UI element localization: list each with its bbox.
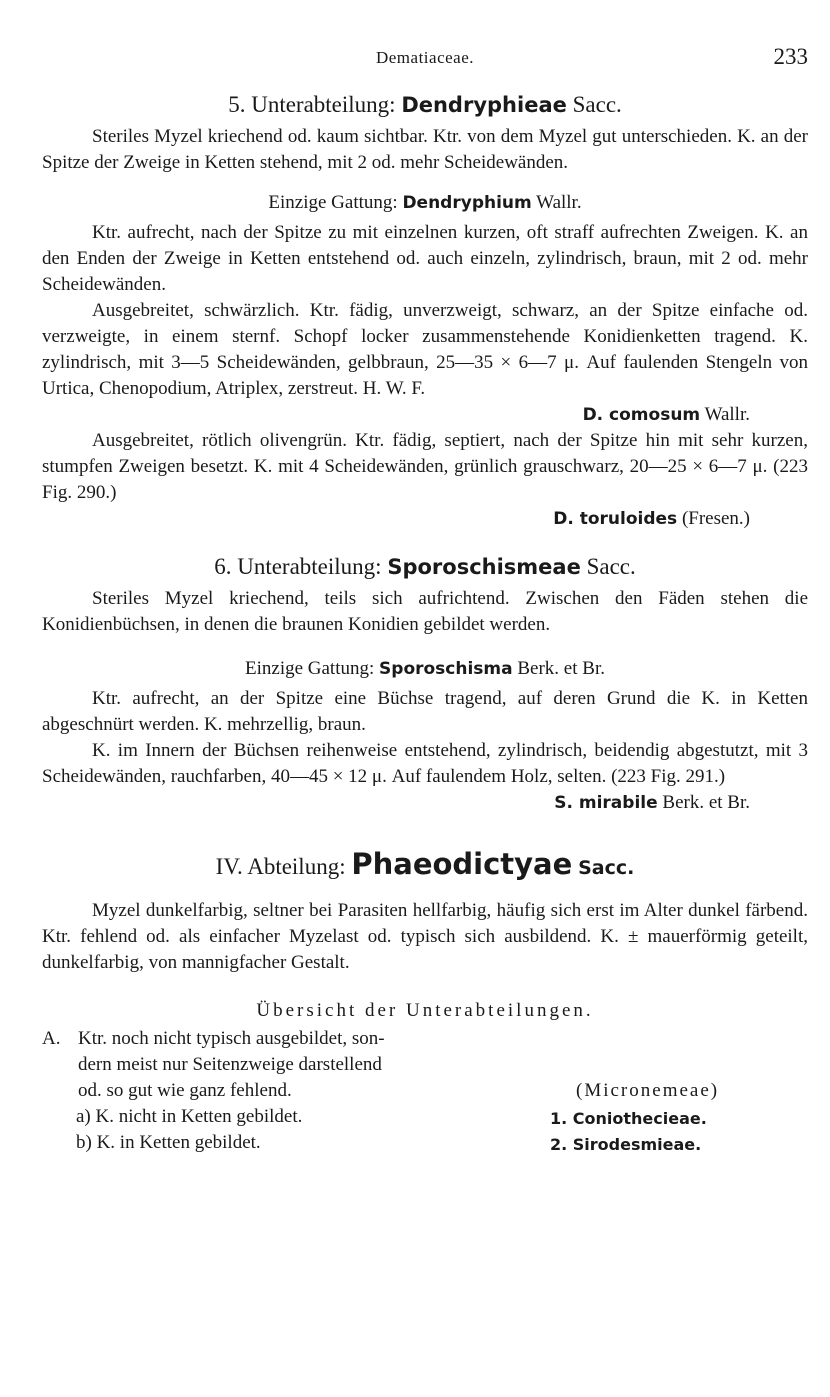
section-6-prefix: 6. Unterabteilung: xyxy=(214,554,382,579)
species-name-line xyxy=(42,402,808,428)
key-row xyxy=(42,1078,808,1104)
key-item-result: 1. Coniothecieae. xyxy=(550,1109,707,1128)
species-description: Ausgebreitet, rötlich olivengrün. Ktr. fädig, septiert, nach der Spitze hin mit sehr kurzen, stumpfen Zweigen besetzt. K. mit 4 Scheidewänden, grünlich grauschwarz, 20—25 × 6—7 μ. (223 Fig. 290.) xyxy=(42,430,808,503)
species-name-line xyxy=(42,790,808,816)
section-5-author: Sacc. xyxy=(572,92,622,117)
section-6-description: Steriles Myzel kriechend, teils sich aufrichtend. Zwischen den Fäden stehen die Konidienbüchsen, in denen die braunen Konidien gebildet werden. xyxy=(42,588,808,635)
key-a-line: dern meist nur Seitenzweige darstellend xyxy=(78,1054,382,1075)
section-6-name: Sporoschismeae xyxy=(387,555,581,579)
section-6-author: Sacc. xyxy=(586,554,636,579)
section-5-heading xyxy=(42,90,808,120)
section-6-heading xyxy=(42,552,808,582)
genus-name: Sporoschisma xyxy=(379,659,513,679)
species-author: Berk. et Br. xyxy=(662,792,750,813)
section-5-name: Dendryphieae xyxy=(401,93,567,117)
species-name-line xyxy=(42,506,808,532)
division-4-description: Myzel dunkelfarbig, seltner bei Parasiten hellfarbig, häufig sich erst im Alter dunkel färbend. Ktr. fehlend od. als einfacher Myzelast od. typisch sich ausbildend. K. ± mauerförmig geteilt, dunkelfarbig, von mannigfacher Gestalt. xyxy=(42,900,808,973)
species-description: K. im Innern der Büchsen reihenweise entstehend, zylindrisch, beidendig abgestutzt, mit 3 Scheidewänden, rauchfarben, 40—45 × 12 μ. Auf faulendem Holz, selten. (223 Fig. 291.) xyxy=(42,740,808,787)
genus-dendryphium-heading xyxy=(42,190,808,216)
key-row xyxy=(42,1052,808,1078)
genus-author: Berk. et Br. xyxy=(517,658,605,679)
identification-key xyxy=(42,1026,808,1156)
key-item-result: 2. Sirodesmieae. xyxy=(550,1135,702,1154)
key-a-label: A. xyxy=(42,1028,61,1049)
section-5-description: Steriles Myzel kriechend od. kaum sichtbar. Ktr. von dem Myzel gut unterschieden. K. an der Spitze der Zweige in Ketten stehend, mit 2 od. mehr Scheidewänden. xyxy=(42,126,808,173)
overview-title: Übersicht der Unterabteilungen. xyxy=(256,1000,594,1021)
species-name: D. toruloides xyxy=(553,509,678,529)
running-title: Dematiaceae. xyxy=(375,48,474,67)
division-author: Sacc. xyxy=(578,857,635,879)
division-name: Phaeodictyae xyxy=(351,847,573,881)
species-description: Ausgebreitet, schwärzlich. Ktr. fädig, unverzweigt, schwarz, an der Spitze einfache od. verzweigte, in einem sternf. Schopf locker zusammenstehende Konidienketten tragend. K. zylindrisch, mit 3—5 Scheidewänden, gelbbraun, 25—35 × 6—7 μ. Auf faulenden Stengeln von Urtica, Chenopodium, Atriplex, zerstreut. H. W. F. xyxy=(42,300,808,399)
division-prefix: IV. Abteilung: xyxy=(215,854,346,879)
key-item-label: b) K. in Ketten gebildet. xyxy=(76,1132,261,1153)
species-author: (Fresen.) xyxy=(681,508,750,529)
species-name: D. comosum xyxy=(582,405,701,425)
key-row xyxy=(42,1104,808,1130)
key-a-group: (Micronemeae) xyxy=(576,1080,720,1101)
page-number: 233 xyxy=(773,44,808,69)
key-row xyxy=(42,1026,808,1052)
key-row xyxy=(42,1130,808,1156)
species-name: S. mirabile xyxy=(554,793,658,813)
key-item-label: a) K. nicht in Ketten gebildet. xyxy=(76,1106,303,1127)
running-head xyxy=(42,44,808,76)
genus-sporoschisma-heading xyxy=(42,656,808,682)
genus-name: Dendryphium xyxy=(402,193,532,213)
species-author: Wallr. xyxy=(704,404,750,425)
genus-prefix: Einzige Gattung: xyxy=(268,192,398,213)
genus-sporoschisma-description: Ktr. aufrecht, an der Spitze eine Büchse tragend, auf deren Grund die K. in Ketten abgeschnürt werden. K. mehrzellig, braun. xyxy=(42,688,808,735)
section-5-prefix: 5. Unterabteilung: xyxy=(228,92,396,117)
book-page xyxy=(42,44,808,1156)
key-a-line: Ktr. noch nicht typisch ausgebildet, son- xyxy=(78,1028,385,1049)
genus-author: Wallr. xyxy=(536,192,582,213)
key-a-line: od. so gut wie ganz fehlend. xyxy=(78,1080,292,1101)
genus-dendryphium-description: Ktr. aufrecht, nach der Spitze zu mit einzelnen kurzen, oft straff aufrechten Zweigen. K. an den Enden der Zweige in Ketten entstehend od. auch einzeln, zylindrisch, braun, mit 2 od. mehr Scheidewänden. xyxy=(42,222,808,295)
genus-prefix: Einzige Gattung: xyxy=(245,658,375,679)
division-4-heading xyxy=(42,846,808,886)
